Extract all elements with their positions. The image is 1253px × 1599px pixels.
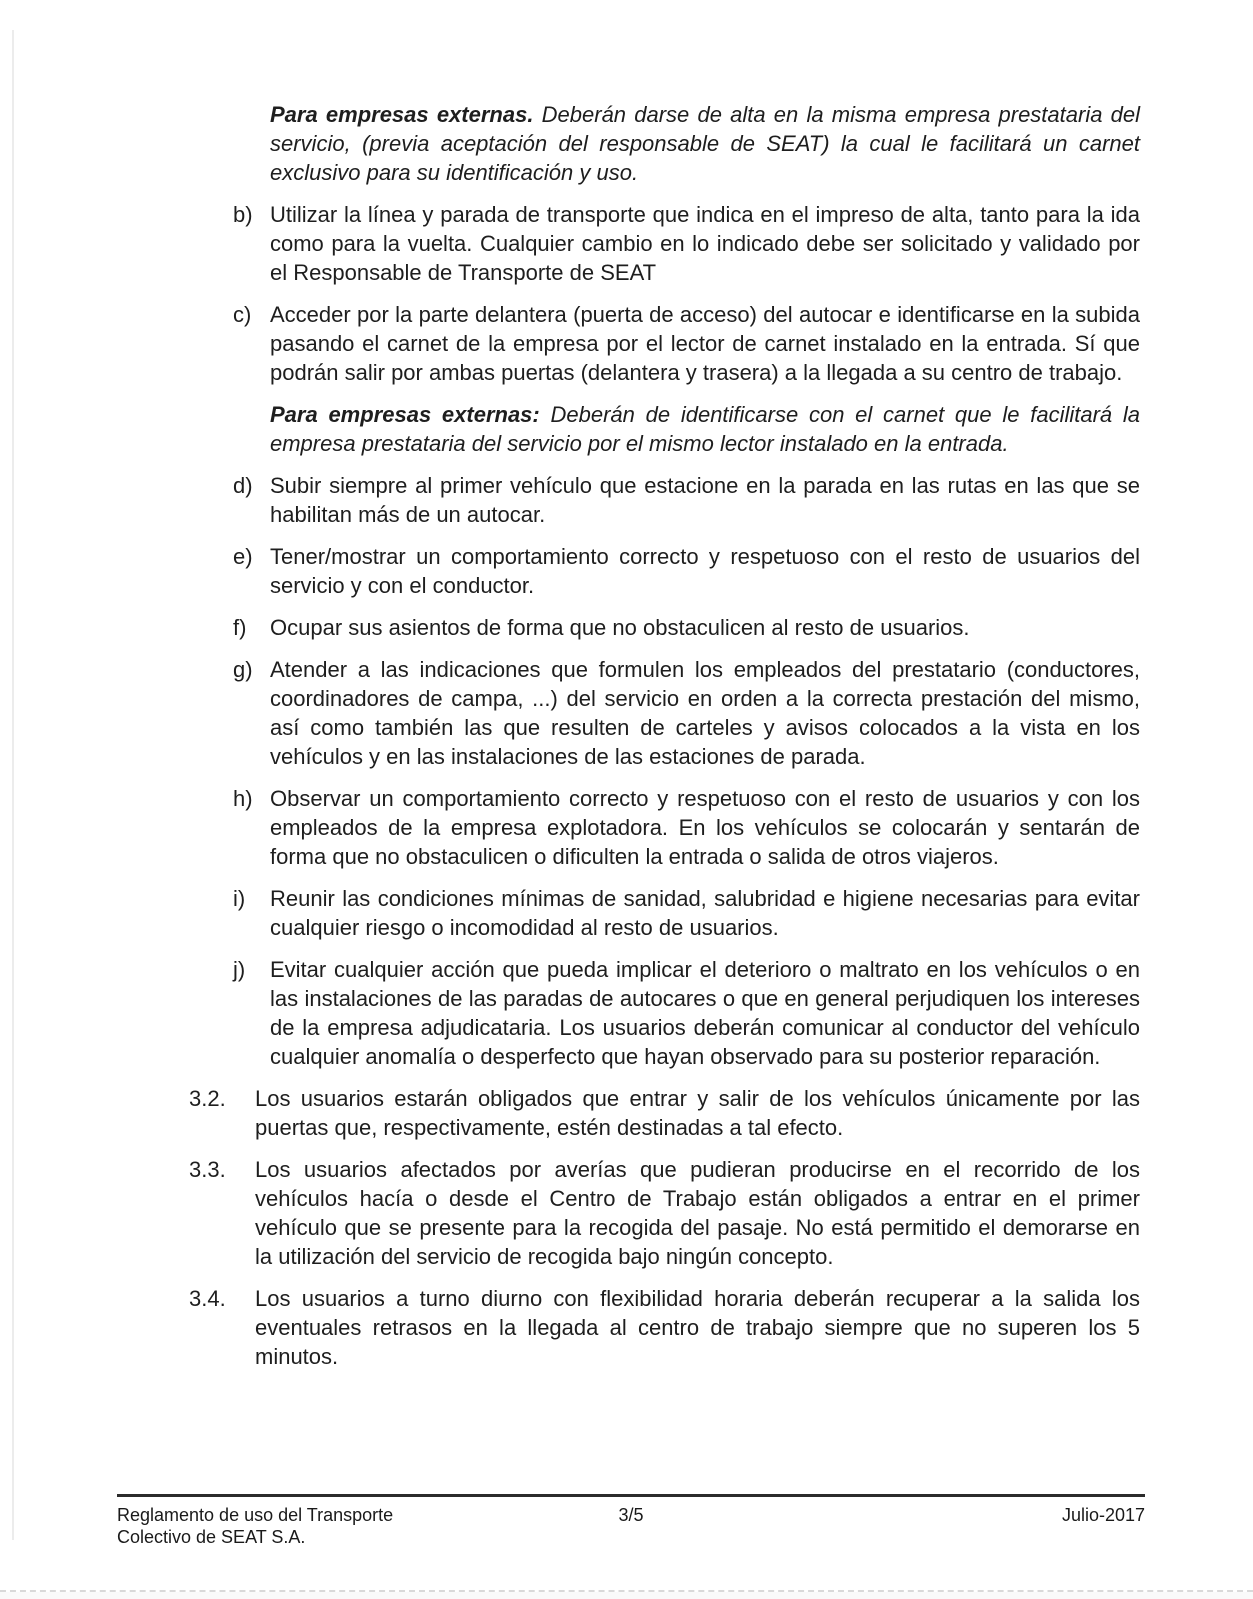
list-item-e <box>233 542 1140 600</box>
list-item-text: Subir siempre al primer vehículo que estacione en la parada en las rutas en las que se habilitan más de un autocar. <box>270 473 1140 527</box>
section-text: Los usuarios afectados por averías que pudieran producirse en el recorrido de los vehículos hacía o desde el Centro de Trabajo están obligados a entrar en el primer vehículo que se presente para la recogida del pasaje. No está permitido el demorarse en la utilización del servicio de recogida bajo ningún concepto. <box>255 1157 1140 1269</box>
list-item-text: Tener/mostrar un comportamiento correcto y respetuoso con el resto de usuarios del servicio y con el conductor. <box>270 544 1140 598</box>
section-3-4 <box>189 1284 1140 1371</box>
list-item-label: i) <box>233 886 246 911</box>
section-number: 3.4. <box>189 1286 226 1311</box>
section-number: 3.3. <box>189 1157 226 1182</box>
footer-row <box>117 1504 1145 1548</box>
list-item-text: Utilizar la línea y parada de transporte que indica en el impreso de alta, tanto para la ida como para la vuelta. Cualquier cambio en lo indicado debe ser solicitado y validado por el Responsable de Transporte de SEAT <box>270 202 1140 285</box>
list-item-text: Acceder por la parte delantera (puerta de acceso) del autocar e identificarse en la subida pasando el carnet de la empresa por el lector de carnet instalado en la entrada. Sí que podrán salir por ambas puertas (delantera y trasera) a la llegada a su centro de trabajo. <box>270 302 1140 385</box>
list-item-label: g) <box>233 657 253 682</box>
scan-artifact-bottom-strip <box>0 1592 1253 1599</box>
list-item-h <box>233 784 1140 871</box>
list-item-text: Atender a las indicaciones que formulen los empleados del prestatario (conductores, coordinadores de campa, ...) del servicio en orden a la correcta prestación del mismo, así como también las que resulten de carteles y avisos colocados a la vista en los vehículos y en las instalaciones de las estaciones de parada. <box>270 657 1140 769</box>
list-item-label: h) <box>233 786 253 811</box>
list-item-f <box>233 613 1140 642</box>
note-text: Deberán darse de alta en la misma empresa prestataria del servicio, (previa aceptación del responsable de SEAT) la cual le facilitará un carnet exclusivo para su identificación y uso. <box>270 102 1140 185</box>
footer-document-title: Reglamento de uso del Transporte Colectivo de SEAT S.A. <box>117 1505 394 1547</box>
list-item-label: e) <box>233 544 253 569</box>
list-item-b <box>233 200 1140 287</box>
list-item-i <box>233 884 1140 942</box>
note-text: Deberán de identificarse con el carnet que le facilitará la empresa prestataria del servicio por el mismo lector instalado en la entrada. <box>270 402 1140 456</box>
section-3-2 <box>189 1084 1140 1142</box>
note-para-empresas-externas-1 <box>270 100 1140 187</box>
list-item-text: Ocupar sus asientos de forma que no obstaculicen al resto de usuarios. <box>270 615 970 640</box>
list-item-text: Observar un comportamiento correcto y respetuoso con el resto de usuarios y con los empleados de la empresa explotadora. En los vehículos se colocarán y sentarán de forma que no obstaculicen o dificulten la entrada o salida de otros viajeros. <box>270 786 1140 869</box>
list-item-text: Reunir las condiciones mínimas de sanidad, salubridad e higiene necesarias para evitar cualquier riesgo o incomodidad al resto de usuarios. <box>270 886 1140 940</box>
section-text: Los usuarios estarán obligados que entrar y salir de los vehículos únicamente por las puertas que, respectivamente, estén destinadas a tal efecto. <box>255 1086 1140 1140</box>
section-number: 3.2. <box>189 1086 226 1111</box>
list-item-label: b) <box>233 202 253 227</box>
page-footer <box>117 1494 1145 1548</box>
footer-rule <box>117 1494 1145 1497</box>
footer-page-number: 3/5 <box>618 1505 644 1525</box>
list-item-d <box>233 471 1140 529</box>
note-para-empresas-externas-2 <box>270 400 1140 458</box>
section-text: Los usuarios a turno diurno con flexibilidad horaria deberán recuperar a la salida los eventuales retrasos en la llegada al centro de trabajo siempre que no superen los 5 minutos. <box>255 1286 1140 1369</box>
list-item-label: f) <box>233 615 247 640</box>
list-item-g <box>233 655 1140 771</box>
list-item-j <box>233 955 1140 1071</box>
list-item-text: Evitar cualquier acción que pueda implicar el deterioro o maltrato en los vehículos o en las instalaciones de las paradas de autocares o que en general perjudiquen los intereses de la empresa adjudicataria. Los usuarios deberán comunicar al conductor del vehículo cualquier anomalía o desperfecto que hayan observado para su posterior reparación. <box>270 957 1140 1069</box>
list-item-label: j) <box>233 957 246 982</box>
footer-date: Julio-2017 <box>1061 1505 1146 1525</box>
list-item-c <box>233 300 1140 387</box>
list-item-label: d) <box>233 473 253 498</box>
note-lead: Para empresas externas: <box>270 402 540 427</box>
note-lead: Para empresas externas. <box>270 102 534 127</box>
section-3-3 <box>189 1155 1140 1271</box>
list-item-label: c) <box>233 302 252 327</box>
document-body <box>0 100 1253 1384</box>
